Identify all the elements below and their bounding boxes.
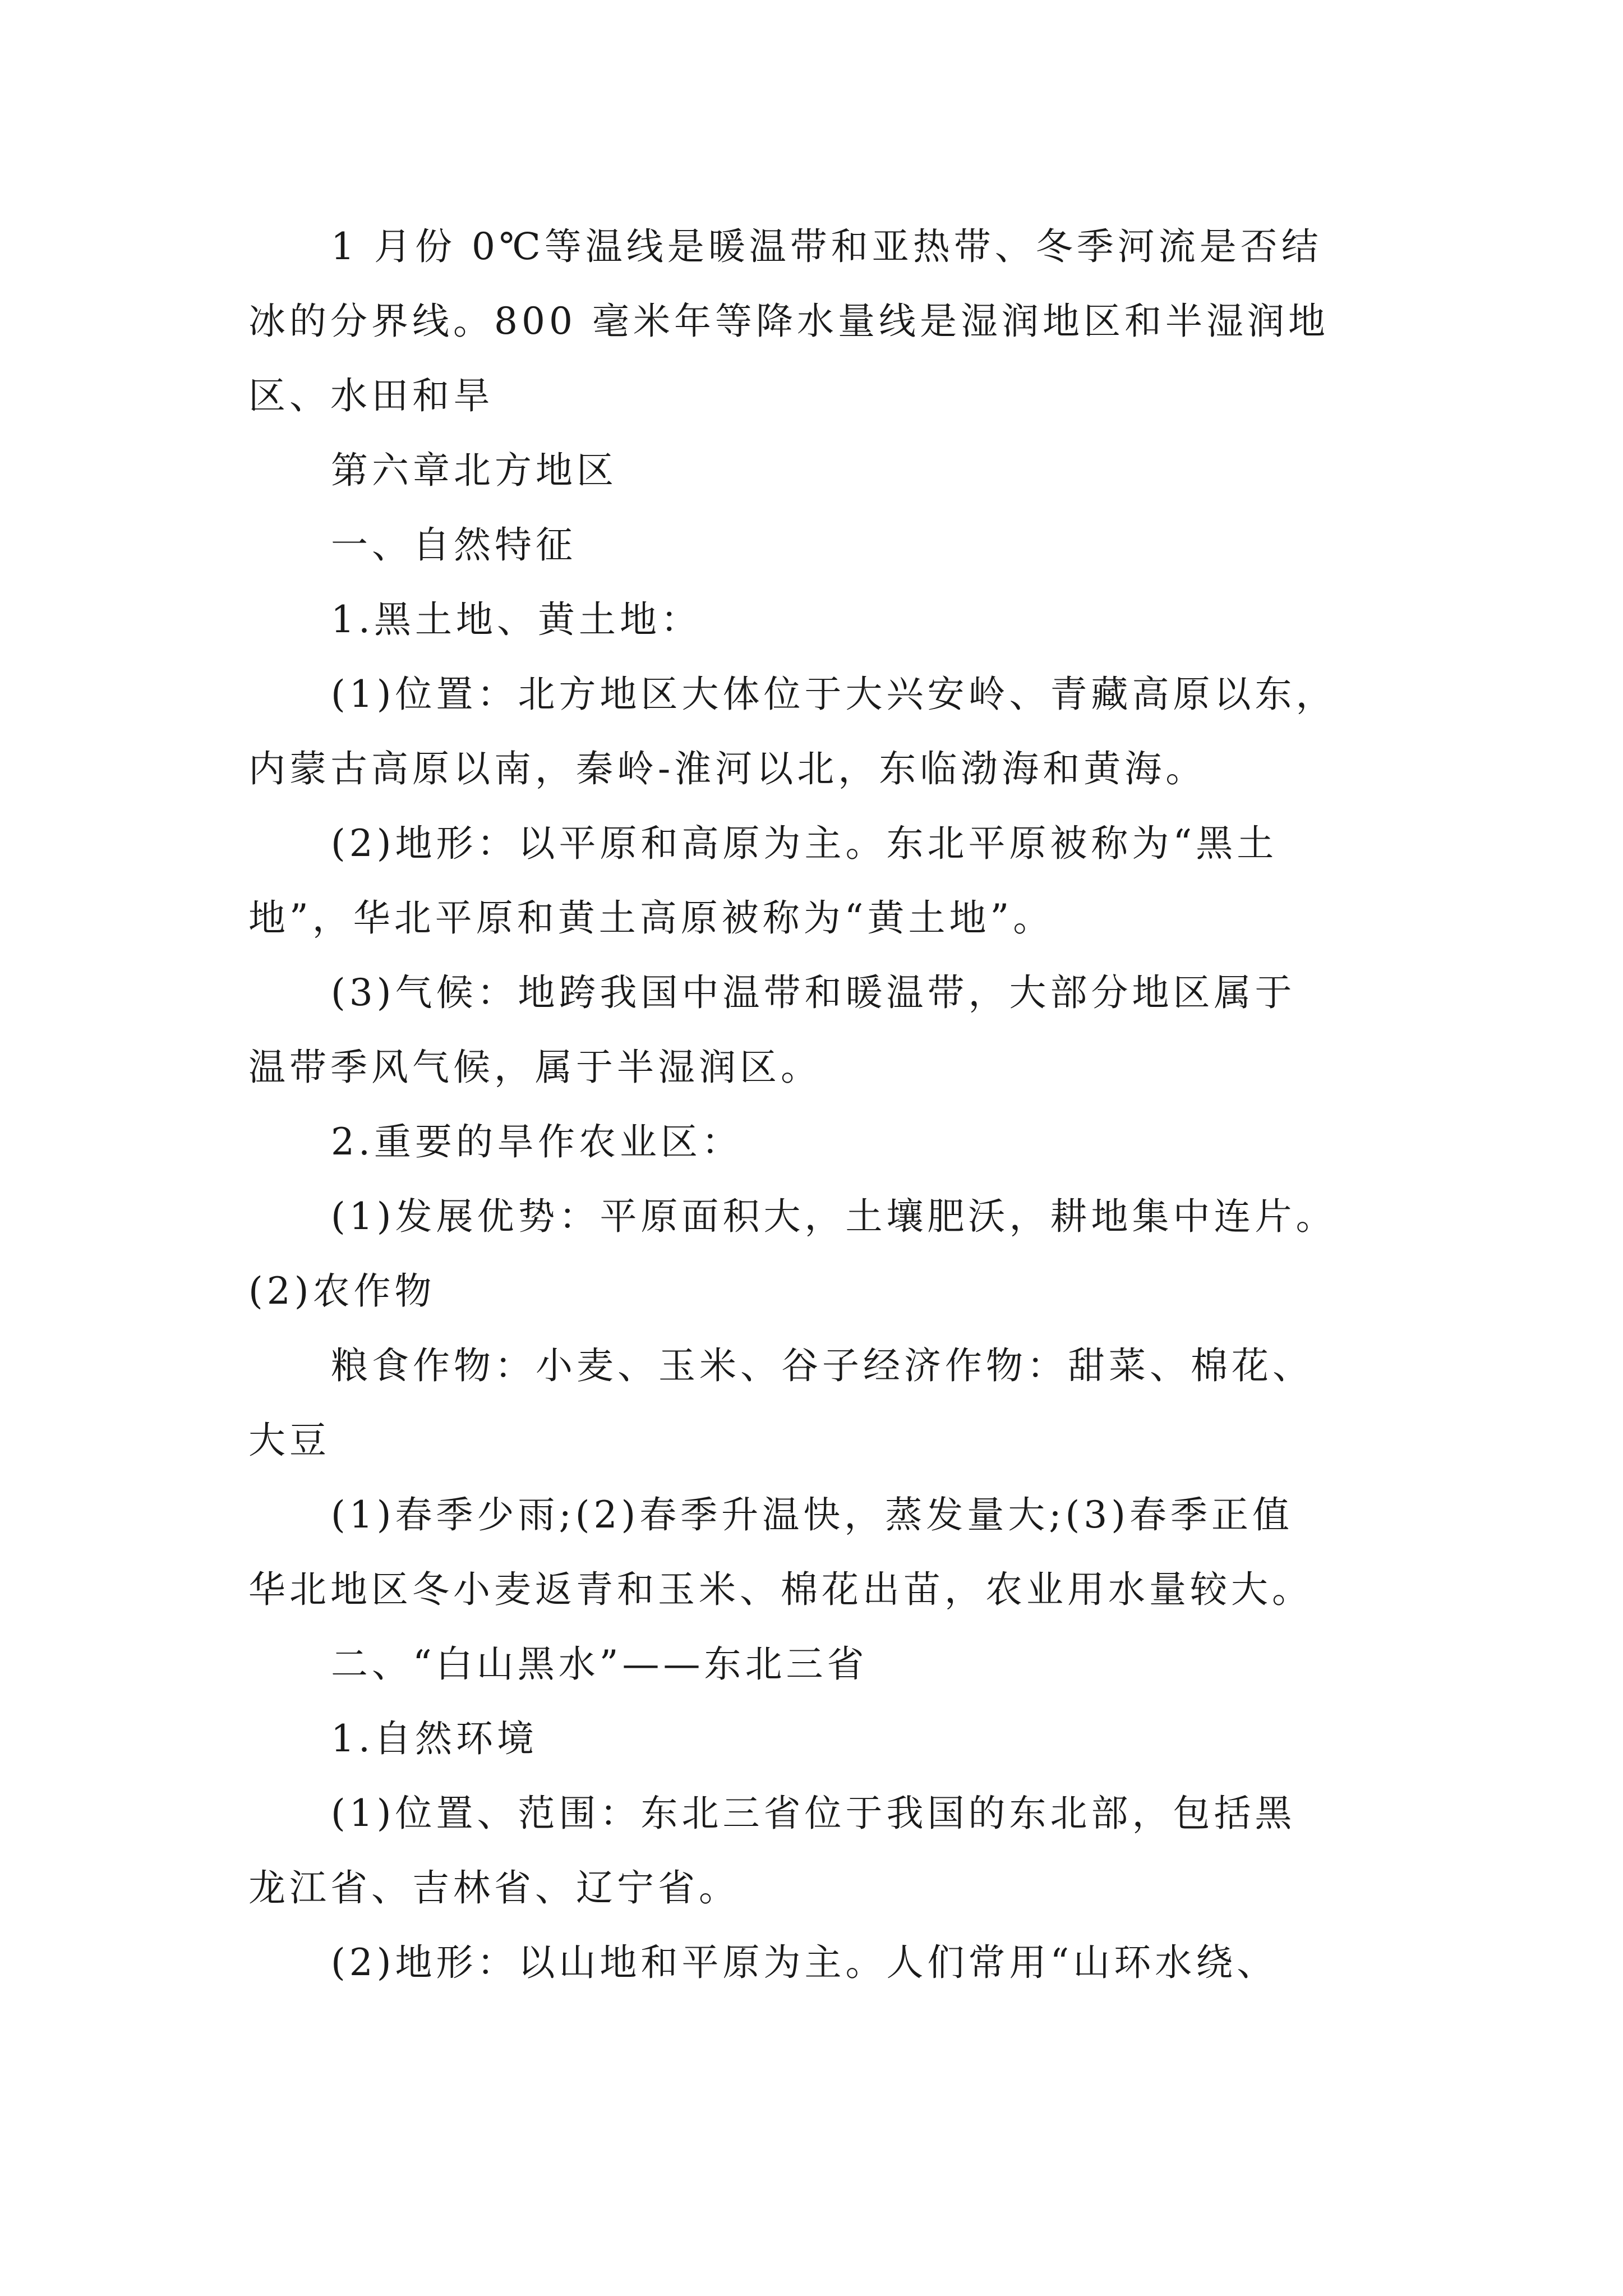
- subsection-heading: 1.自然环境: [331, 1717, 538, 1760]
- text-line: 大豆: [248, 1419, 330, 1462]
- text-line: (1)发展优势：平原面积大，土壤肥沃，耕地集中连片。: [331, 1195, 1337, 1238]
- text-line: (1)春季少雨;(2)春季升温快，蒸发量大;(3)春季正值: [331, 1493, 1293, 1536]
- text-line: 粮食作物：小麦、玉米、谷子经济作物：甜菜、棉花、: [331, 1344, 1313, 1387]
- text-line: 区、水田和旱: [248, 374, 494, 417]
- text-line: 1 月份 0℃等温线是暖温带和亚热带、冬季河流是否结: [331, 225, 1322, 268]
- text-line: 龙江省、吉林省、辽宁省。: [248, 1866, 740, 1910]
- text-line: 华北地区冬小麦返青和玉米、棉花出苗，农业用水量较大。: [248, 1568, 1313, 1611]
- section-heading: 二、“白山黑水”——东北三省: [331, 1642, 868, 1686]
- subsection-heading: 1.黑土地、黄土地：: [331, 598, 702, 641]
- chapter-heading: 第六章北方地区: [331, 449, 617, 492]
- text-line: (2)农作物: [248, 1269, 436, 1313]
- text-line: (1)位置：北方地区大体位于大兴安岭、青藏高原以东，: [331, 673, 1337, 716]
- text-line: (3)气候：地跨我国中温带和暖温带，大部分地区属于: [331, 971, 1296, 1014]
- text-line: (2)地形：以平原和高原为主。东北平原被称为“黑土: [331, 822, 1278, 865]
- text-line: (2)地形：以山地和平原为主。人们常用“山环水绕、: [331, 1941, 1278, 1984]
- text-line: 冰的分界线。800 毫米年等降水量线是湿润地区和半湿润地: [248, 300, 1329, 343]
- text-line: 地”，华北平原和黄土高原被称为“黄土地”。: [248, 896, 1054, 940]
- subsection-heading: 2.重要的旱作农业区：: [331, 1120, 743, 1163]
- section-heading: 一、自然特征: [331, 523, 577, 567]
- text-line: (1)位置、范围：东北三省位于我国的东北部，包括黑: [331, 1792, 1296, 1835]
- text-line: 温带季风气候，属于半湿润区。: [248, 1046, 822, 1089]
- text-line: 内蒙古高原以南，秦岭-淮河以北，东临渤海和黄海。: [248, 747, 1207, 790]
